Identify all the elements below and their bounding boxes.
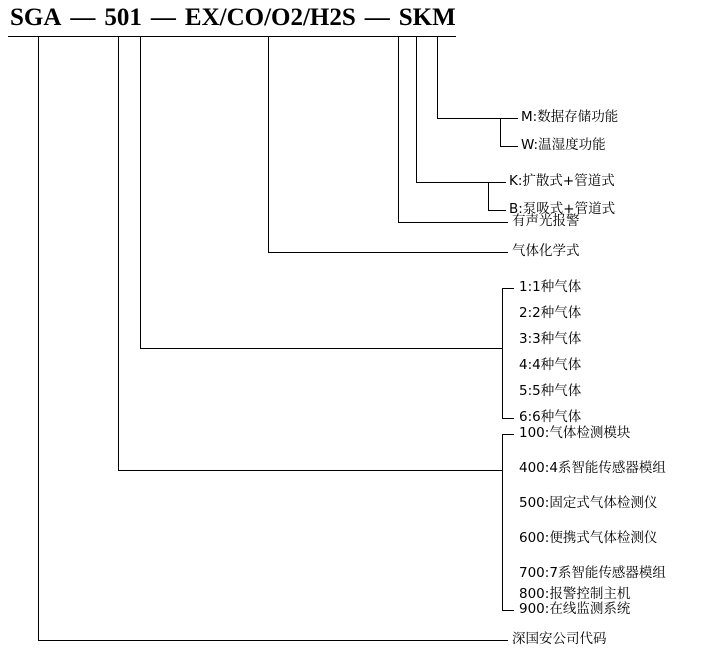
- tick-gas-count-5: [502, 418, 514, 419]
- legend-series-4: 700:7系智能传感器模组: [519, 565, 666, 581]
- connector-company: [38, 640, 508, 641]
- legend-gas-count-5: 6:6种气体: [519, 409, 582, 425]
- code-segment-features: SKM: [398, 4, 456, 31]
- legend-gas-count-2: 3:3种气体: [519, 331, 582, 347]
- legend-sampling-0: K:扩散式+管道式: [509, 173, 615, 189]
- legend-alarm: 有声光报警: [512, 213, 580, 229]
- tick-series-6: [502, 610, 514, 611]
- code-separator-3: —: [364, 4, 390, 31]
- legend-gas-count-0: 1:1种气体: [519, 279, 582, 295]
- leader-line-sampling: [416, 36, 417, 182]
- connector-alarm: [398, 222, 508, 223]
- code-segment-brand: SGA: [10, 4, 62, 31]
- code-separator-2: —: [150, 4, 176, 31]
- legend-series-2: 500:固定式气体检测仪: [519, 495, 658, 511]
- tick-sampling-1: [488, 210, 506, 211]
- code-segment-gases: EX/CO/O2/H2S: [184, 4, 356, 31]
- connector-sampling-group: [416, 182, 488, 183]
- tick-series-0: [502, 434, 514, 435]
- legend-gas-count-4: 5:5种气体: [519, 383, 582, 399]
- legend-sampling-1: B:泵吸式+管道式: [509, 201, 616, 217]
- legend-gas-formula: 气体化学式: [512, 243, 580, 259]
- legend-company: 深国安公司代码: [512, 631, 607, 647]
- legend-series-1: 400:4系智能传感器模组: [519, 460, 666, 476]
- bracket-series-group: [502, 434, 503, 610]
- bracket-function-group: [500, 118, 501, 146]
- tick-function-1: [500, 146, 518, 147]
- connector-gas-formula: [268, 252, 508, 253]
- legend-series-6: 900:在线监测系统: [519, 601, 631, 617]
- legend-series-3: 600:便携式气体检测仪: [519, 530, 658, 546]
- bracket-gas-count-group: [502, 288, 503, 418]
- legend-gas-count-1: 2:2种气体: [519, 305, 582, 321]
- legend-series-5: 800:报警控制主机: [519, 586, 631, 602]
- legend-function-0: M:数据存储功能: [521, 109, 619, 125]
- connector-gas-count-group: [140, 348, 502, 349]
- legend-series-0: 100:气体检测模块: [519, 425, 631, 441]
- leader-line-function: [437, 36, 438, 118]
- connector-series-group: [118, 470, 502, 471]
- leader-line-brand: [38, 36, 39, 640]
- tick-sampling-0: [488, 182, 506, 183]
- tick-function-0: [500, 118, 518, 119]
- code-underline: [8, 36, 456, 37]
- tick-gas-count-0: [502, 288, 514, 289]
- legend-gas-count-3: 4:4种气体: [519, 357, 582, 373]
- model-code: [8, 4, 458, 32]
- code-separator-1: —: [70, 4, 96, 31]
- connector-function-group: [437, 118, 500, 119]
- bracket-sampling-group: [488, 182, 489, 210]
- code-segment-series: 501: [104, 4, 142, 31]
- leader-line-series: [118, 36, 119, 470]
- legend-function-1: W:温湿度功能: [521, 137, 606, 153]
- leader-line-gas-count: [140, 36, 141, 348]
- leader-line-alarm: [398, 36, 399, 222]
- leader-line-gas-formula: [268, 36, 269, 252]
